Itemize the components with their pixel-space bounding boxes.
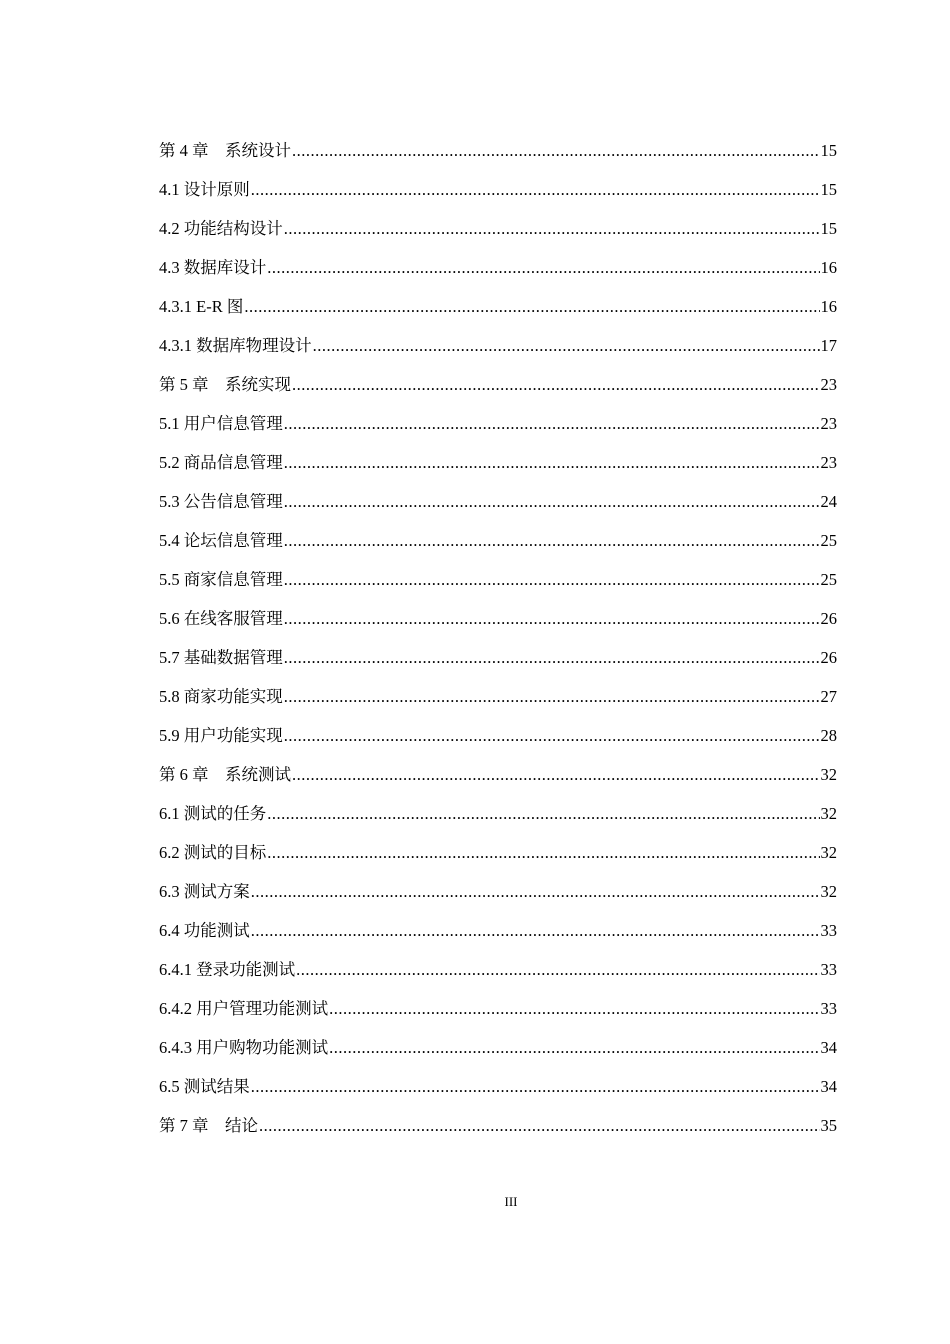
toc-entry-chapter-6[interactable] [159,762,837,801]
toc-entry-title: 5.2 商品信息管理 [159,453,283,472]
toc-entry-6-5[interactable] [159,1074,837,1113]
toc-entry-6-4-1[interactable] [159,957,837,996]
toc-entry-page: 26 [820,609,837,628]
dot-leader [284,606,820,632]
dot-leader [251,1074,820,1100]
toc-entry-chapter-4[interactable] [159,138,837,177]
toc-entry-title: 第 6 章 系统测试 [159,765,291,784]
dot-leader [267,801,819,827]
toc-entry-page: 32 [820,882,837,901]
toc-entry-page: 34 [820,1038,837,1057]
toc-entry-page: 23 [820,375,837,394]
toc-entry-title: 6.3 测试方案 [159,882,250,901]
toc-entry-4-1[interactable] [159,177,837,216]
dot-leader [292,762,820,788]
toc-entry-page: 32 [820,843,837,862]
toc-entry-4-3-1-physical[interactable] [159,333,837,372]
toc-entry-title: 6.2 测试的目标 [159,843,267,862]
toc-entry-title: 5.9 用户功能实现 [159,726,283,745]
toc-entry-5-8[interactable] [159,684,837,723]
toc-entry-title: 6.4.1 登录功能测试 [159,960,296,979]
toc-entry-page: 25 [820,531,837,550]
toc-entry-page: 15 [820,141,837,160]
toc-entry-page: 24 [820,492,837,511]
toc-entry-page: 33 [820,999,837,1018]
dot-leader [251,177,820,203]
toc-entry-page: 16 [820,297,837,316]
toc-entry-page: 32 [820,804,837,823]
dot-leader [284,528,820,554]
toc-entry-6-4[interactable] [159,918,837,957]
toc-entry-6-4-2[interactable] [159,996,837,1035]
toc-entry-page: 16 [820,258,837,277]
toc-entry-page: 34 [820,1077,837,1096]
toc-entry-title: 5.3 公告信息管理 [159,492,283,511]
toc-entry-6-2[interactable] [159,840,837,879]
toc-entry-5-5[interactable] [159,567,837,606]
toc-entry-page: 17 [820,336,837,355]
dot-leader [292,372,820,398]
toc-entry-title: 第 4 章 系统设计 [159,141,291,160]
page-number-footer: III [504,1194,518,1209]
toc-entry-5-6[interactable] [159,606,837,645]
dot-leader [267,255,819,281]
toc-entry-4-3[interactable] [159,255,837,294]
toc-entry-page: 15 [820,219,837,238]
toc-entry-title: 第 5 章 系统实现 [159,375,291,394]
toc-entry-title: 4.2 功能结构设计 [159,219,283,238]
toc-entry-chapter-7[interactable] [159,1113,837,1152]
dot-leader [292,138,820,164]
toc-entry-4-3-1-er[interactable] [159,294,837,333]
toc-entry-page: 35 [820,1116,837,1135]
dot-leader [251,879,820,905]
toc-entry-title: 4.3.1 E-R 图 [159,297,244,316]
dot-leader [284,645,820,671]
toc-entry-title: 6.4.3 用户购物功能测试 [159,1038,329,1057]
toc-entry-title: 5.6 在线客服管理 [159,609,283,628]
toc-entry-title: 5.1 用户信息管理 [159,414,283,433]
toc-entry-6-1[interactable] [159,801,837,840]
toc-entry-page: 33 [820,921,837,940]
toc-entry-6-4-3[interactable] [159,1035,837,1074]
dot-leader [284,411,820,437]
toc-entry-page: 32 [820,765,837,784]
dot-leader [313,333,820,359]
toc-entry-chapter-5[interactable] [159,372,837,411]
toc-entry-title: 5.7 基础数据管理 [159,648,283,667]
toc-entry-title: 6.4.2 用户管理功能测试 [159,999,329,1018]
toc-entry-page: 15 [820,180,837,199]
toc-entry-page: 28 [820,726,837,745]
toc-entry-5-2[interactable] [159,450,837,489]
toc-entry-page: 23 [820,453,837,472]
dot-leader [244,294,819,320]
toc-entry-title: 第 7 章 结论 [159,1116,258,1135]
dot-leader [284,723,820,749]
toc-entry-page: 33 [820,960,837,979]
dot-leader [329,1035,819,1061]
toc-entry-6-3[interactable] [159,879,837,918]
toc-entry-title: 6.1 测试的任务 [159,804,267,823]
table-of-contents [159,138,837,1152]
toc-entry-title: 5.4 论坛信息管理 [159,531,283,550]
toc-entry-page: 26 [820,648,837,667]
dot-leader [284,450,820,476]
toc-entry-4-2[interactable] [159,216,837,255]
dot-leader [296,957,819,983]
toc-entry-title: 6.5 测试结果 [159,1077,250,1096]
toc-entry-title: 5.5 商家信息管理 [159,570,283,589]
dot-leader [259,1113,820,1139]
toc-entry-page: 27 [820,687,837,706]
dot-leader [284,567,820,593]
toc-entry-title: 5.8 商家功能实现 [159,687,283,706]
toc-entry-title: 6.4 功能测试 [159,921,250,940]
dot-leader [267,840,819,866]
toc-entry-title: 4.1 设计原则 [159,180,250,199]
dot-leader [251,918,820,944]
dot-leader [284,489,820,515]
toc-entry-title: 4.3.1 数据库物理设计 [159,336,312,355]
toc-entry-5-4[interactable] [159,528,837,567]
dot-leader [284,684,820,710]
toc-entry-5-9[interactable] [159,723,837,762]
toc-entry-5-3[interactable] [159,489,837,528]
toc-entry-5-1[interactable] [159,411,837,450]
toc-entry-page: 23 [820,414,837,433]
dot-leader [329,996,819,1022]
toc-entry-title: 4.3 数据库设计 [159,258,267,277]
toc-entry-5-7[interactable] [159,645,837,684]
toc-entry-page: 25 [820,570,837,589]
dot-leader [284,216,820,242]
